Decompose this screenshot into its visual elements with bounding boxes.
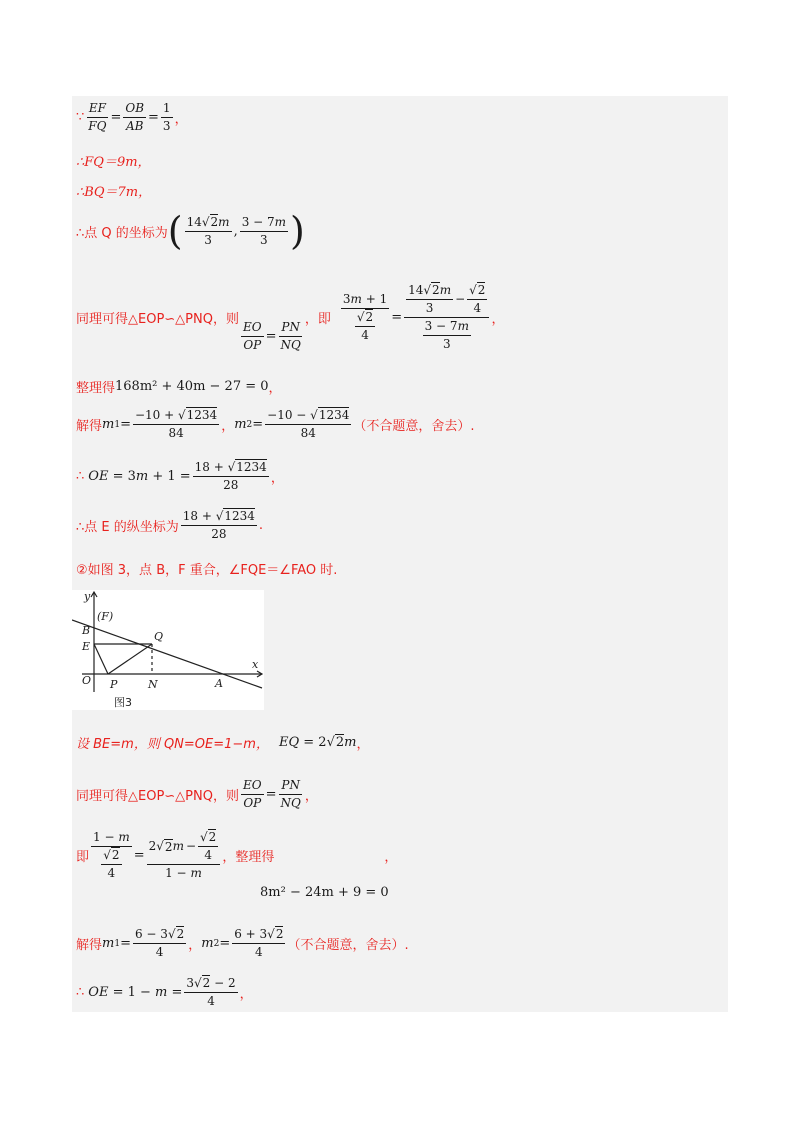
right-paren: ) [290,209,305,253]
comma: ， [221,419,235,434]
label-x: x [252,658,259,671]
comma: ， [304,789,318,804]
label-f: (F) [97,610,114,623]
comma: ， [268,381,282,396]
comma: ， [174,112,188,127]
rejected-note: （不合题意，舍去）. [353,419,475,434]
fraction-eo-op: $\frac{EO}{OP}$ [242,320,262,352]
figure-3 [72,590,264,710]
similar-triangles-text-2: 同理可得△EOP∽△PNQ，则 [76,789,239,804]
line-4: ∴点 Q 的坐标为 ( $\frac{14√2m}{3}$ , $\frac{3 - 7m}{3}$ ) [76,209,305,253]
solve-text-2: 解得 [76,938,103,953]
fraction-ob-ab: $\frac{OB}{AB}$ [125,101,145,133]
equation-quadratic-2: 8m² − 24m + 9 = 0 [260,885,389,900]
line-15: ∴ OE = 1 − m = $\frac{3√2 - 2}{4}$ ， [76,976,253,1008]
fraction-oe-2: $\frac{3√2 - 2}{4}$ [186,976,236,1008]
line-11: 设 BE=m，则 QN=OE=1−m， EQ = 2√2m ， [76,735,370,752]
fraction-q-y: $\frac{3 - 7m}{3}$ [241,214,287,247]
fraction-complex-left-2: $\frac{1 - m}{\frac{√2}{4}}$ [93,830,130,880]
line-12: 同理可得△EOP∽△PNQ，则 $\frac{EO}{OP}$ = $\frac{PN}{NQ}$ ， [76,778,318,810]
because-symbol: ∵ [76,110,85,125]
namely-text-2: 即 [76,850,90,865]
segment-ep [94,644,108,674]
therefore-symbol-2: ∴ [76,985,85,1000]
fraction-complex-left: $\frac{3m + 1}{\frac{√2}{4}}$ [342,292,388,342]
line-1: ∵ $\frac{EF}{FQ}$ = $\frac{OB}{AB}$ = $\frac{1}{3}$ ， [76,101,188,133]
fraction-eo-op-2: $\frac{EO}{OP}$ [242,778,262,810]
e-ordinate-label: ∴点 E 的纵坐标为 [76,520,179,535]
label-e: E [82,640,91,653]
fraction-e-ordinate: $\frac{18 + √1234}{28}$ [182,509,255,541]
fraction-m1-2: $\frac{6 - 3√2}{4}$ [134,927,185,959]
label-y: y [84,590,91,603]
segment-pq [108,644,152,674]
fraction-pn-nq-2: $\frac{PN}{NQ}$ [280,778,301,810]
line-14: 解得 m 1 = $\frac{6 - 3√2}{4}$ ， m 2 = $\frac{6 + 3√2}{4}$ （不合题意，舍去）. [76,927,409,959]
comma: ， [356,737,370,752]
coordinate-diagram [72,590,264,710]
line-13: 即 $\frac{1 - m}{\frac{√2}{4}}$ = 2√ 2 m − $\frac{√2}{4}$ 1 − m ，整理得 ， [76,830,398,880]
fraction-complex-right-2: 2√ 2 m − $\frac{√2}{4}$ 1 − m [147,830,221,881]
comma: ， [188,938,202,953]
fraction-complex-right: $\frac{14√2m}{3}$ − $\frac{√2}{4}$ $\frac{3 - 7m}{3}$ [404,283,489,352]
comma: ， [491,312,505,327]
figure-caption: 图3 [114,696,132,709]
left-paren: ( [167,209,183,253]
solve-text: 解得 [76,419,103,434]
line-6 [76,377,282,396]
fraction-m1: $\frac{-10 + √1234}{84}$ [134,408,218,440]
simplify-text: 整理得 [76,381,116,396]
label-b: B [82,624,91,637]
label-n: N [148,678,158,691]
rejected-note-2: （不合题意，舍去）. [287,938,409,953]
line-5: 同理可得△EOP∽△PNQ，则 $\frac{EO}{OP}$ = $\frac{PN}{NQ}$ ，即 $\frac{3m + 1}{\frac{√2}{4}}$ = $\frac{14√2m}{3}$ − $\frac{√2}{4}$ $\frac{3 - 7m}{3}$ ， [76,283,505,352]
line-2: ∴FQ＝9m， [76,155,151,170]
fraction-m2-2: $\frac{6 + 3√2}{4}$ [234,927,284,959]
comma: ， [239,987,253,1002]
namely-text: ，即 [304,312,331,327]
line-10: ②如图 3，点 B，F 重合，∠FQE＝∠FAO 时. [76,563,338,578]
fraction-pn-nq: $\frac{PN}{NQ}$ [280,320,301,352]
fraction-oe-1: $\frac{18 + √1234}{28}$ [194,460,267,492]
line-3: ∴BQ＝7m， [76,185,152,200]
label-q: Q [154,630,164,643]
equation-quadratic-1: 168m² + 40m − 27 = 0 [115,379,269,394]
line-8: ∴ OE = 3m + 1 = $\frac{18 + √1234}{28}$ ， [76,460,284,492]
line-9 [76,509,263,542]
set-be-text: 设 BE=m，则 QN=OE=1−m， [76,737,269,752]
fraction-ef-fq: $\frac{EF}{FQ}$ [88,101,107,133]
fraction-q-x: $\frac{14√2m}{3}$ [186,214,230,247]
line-ba [72,620,262,688]
comma: ， [270,471,284,486]
period: . [258,518,264,533]
label-a: A [215,677,223,690]
therefore-symbol: ∴ [76,469,85,484]
q-coordinate-label: ∴点 Q 的坐标为 [76,225,168,241]
comma: ， [384,850,398,865]
simplify-text-2: ，整理得 [222,850,275,865]
similar-triangles-text: 同理可得△EOP∽△PNQ，则 [76,312,239,327]
fraction-m2: $\frac{-10 - √1234}{84}$ [267,408,350,440]
line-7: 解得 m 1 = $\frac{-10 + √1234}{84}$ ， m 2 = $\frac{-10 - √1234}{84}$ （不合题意，舍去）. [76,408,475,440]
label-p: P [110,678,118,691]
label-o: O [82,674,92,687]
fraction-one-third: $\frac{1}{3}$ [162,101,171,133]
